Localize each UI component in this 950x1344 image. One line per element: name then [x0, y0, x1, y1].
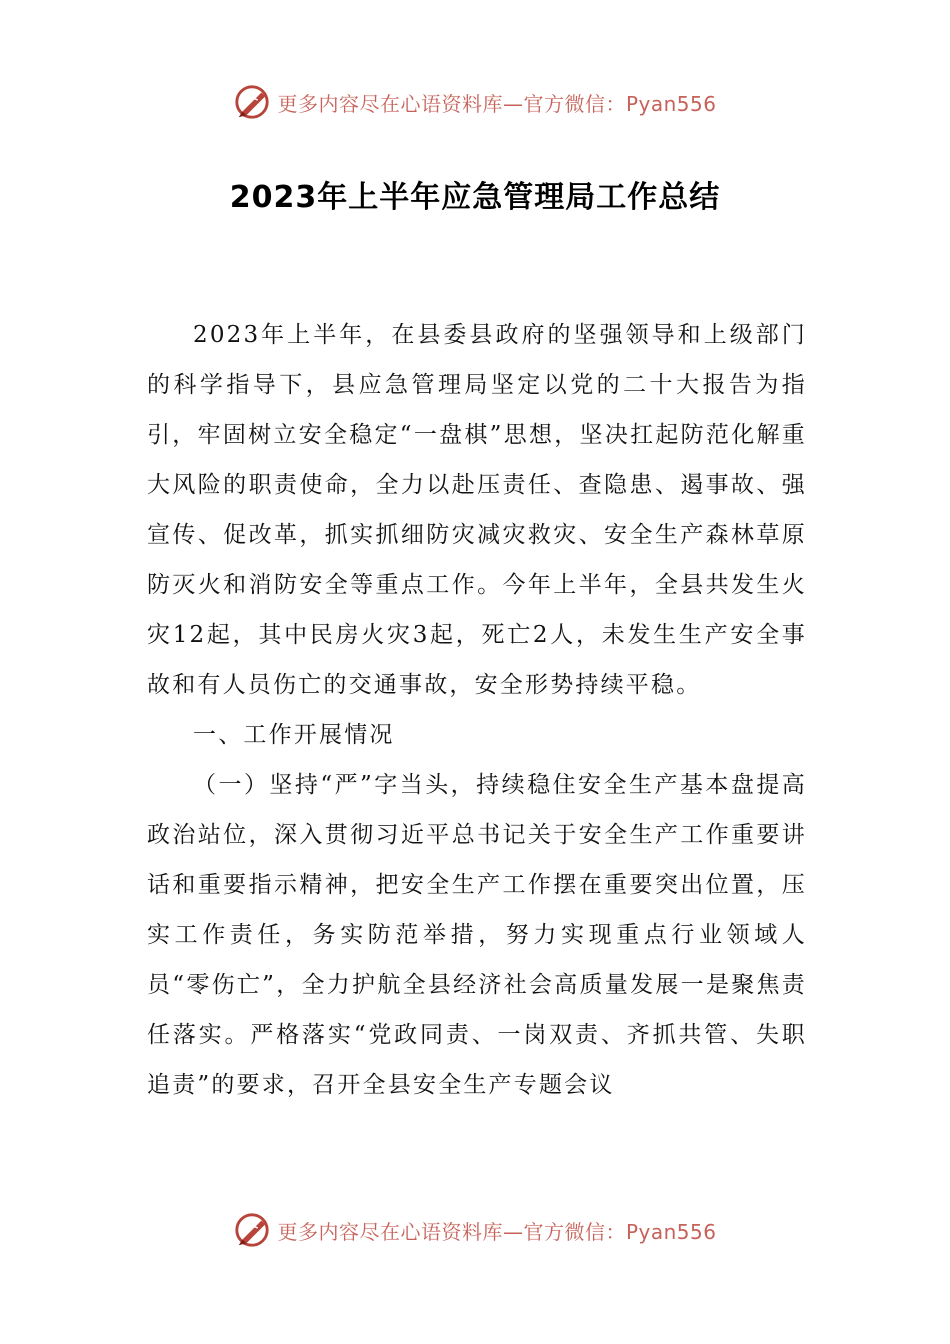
intro-paragraph: 2023年上半年，在县委县政府的坚强领导和上级部门的科学指导下，县应急管理局坚定以党的二十大报告为指引，牢固树立安全稳定“一盘棋”思想，坚决扛起防范化解重大风险的职责使命，全力以赴压责任、查隐患、遏事故、强宣传、促改革，抓实抓细防灾减灾救灾、安全生产森林草原防灭火和消防安全等重点工作。今年上半年，全县共发生火灾12起，其中民房火灾3起，死亡2人，未发生生产安全事故和有人员伤亡的交通事故，安全形势持续平稳。: [147, 322, 807, 698]
watermark-text: 更多内容尽在心语资料库—官方微信：Pyan556: [277, 1219, 717, 1244]
subsection-paragraph: （一）坚持“严”字当头，持续稳住安全生产基本盘提高政治站位，深入贯彻习近平总书记关于安全生产工作重要讲话和重要指示精神，把安全生产工作摆在重要突出位置，压实工作责任，务实防范举措，努力实现重点行业领域人员“零伤亡”，全力护航全县经济社会高质量发展一是聚焦责任落实。严格落实“党政同责、一岗双责、齐抓共管、失职追责”的要求，召开全县安全生产专题会议: [147, 772, 807, 1098]
section-heading: 一、工作开展情况: [193, 722, 395, 748]
pen-circle-logo-icon: [233, 83, 271, 121]
document-body: [147, 310, 807, 1110]
watermark-text: 更多内容尽在心语资料库—官方微信：Pyan556: [277, 91, 717, 116]
pen-circle-logo-icon: [233, 1211, 271, 1249]
watermark-banner-top: [0, 78, 950, 126]
document-title: 2023年上半年应急管理局工作总结: [229, 180, 721, 215]
watermark-banner-bottom: [0, 1206, 950, 1254]
